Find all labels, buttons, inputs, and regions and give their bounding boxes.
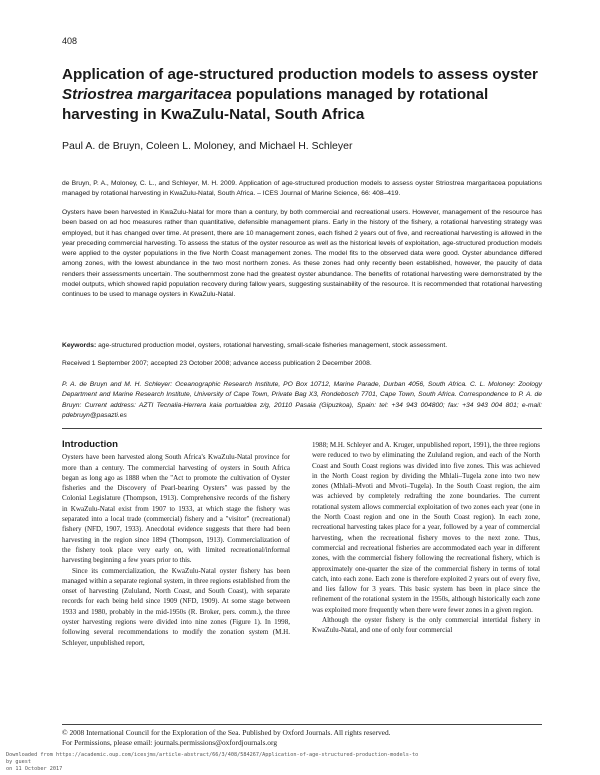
download-stamp [6,752,418,772]
right-column [312,440,540,636]
author-affiliation: P. A. de Bruyn and M. H. Schleyer: Oceanographic Research Institute, PO Box 10712, Marine Parade, Durban 4056, South Africa. C. L. Moloney: Zoology Department and Marine Research Institute, University of Cape Town, Private Bag X3, Rondebosch 7701, Cape Town, South Africa. Correspondence to P. A. de Bruyn: Current address: AZTI Tecnalia-Herrera kaia portualdea z/g, 20110 Pasaia (Gipuzkoa), Spain: tel: +34 943 004800; fax: +34 943 004 801; e-mail: pdebruyn@pasazti.es [62,381,542,419]
left-column [62,440,290,648]
section-heading-introduction: Introduction [62,439,118,450]
paragraph: 1988; M.H. Schleyer and A. Kruger, unpublished report, 1991), the three regions were reduced to two by eliminating the Zululand region, and each of the North Coast and South Coast regions was divided into five zones. This was achieved in the North Coast region by dividing the Mhlali–Tugela zone into two new zones (Mhlali–Mvoti and Mvoti–Tugela). In the South Coast region, the aim was achieved by completely redrafting the zone boundaries. The current rotational system allows commercial exploitation of two zones each year (one in the North Coast region and one in the South Coast region). In each zone, recreational harvesting takes place for a year, followed by a year of commercial harvesting, when the recreational fishery moves to the next zone. Thus, commercial and recreational fisheries are accommodated each year in different zones, with the commercial fishery following the recreational fishery, which is approximately one-quarter the size of the commercial fishery in terms of total catch, into each zone. Each zone is therefore exploited 2 years out of every five, and lies fallow for 3 years. This basic system has been in place since the refinement of the rotational system in the 1950s, although historically each zone was exploited more frequently when there were fewer zones in a given region. [312,441,540,614]
keywords-text: age-structured production model, oysters, rotational harvesting, small-scale fisheries management, stock assessment. [98,342,448,349]
copyright-notice [62,728,390,748]
paragraph: Since its commercialization, the KwaZulu-Natal oyster fishery has been managed within a separate regional system, in three regions established from the onset of harvesting (Zululand, North Coast, and South Coast), with separate records for each being held since 1909 (NFD, 1909). At some stage between 1933 and 1980, probably in the mid-1950s (R. Broker, pers. comm.), the three oyster harvesting regions were divided into nine zones (Figure 1). In 1998, following several recommendations to modify the zonation system (M.H. Schleyer, unpublished report, [62,566,290,647]
page-number: 408 [62,36,78,46]
article-title [62,65,552,125]
download-date: on 11 October 2017 [6,765,63,772]
permissions-line: For Permissions, please email: journals.permissions@oxfordjournals.org [62,738,278,747]
title-line-2: populations managed by rotational [231,86,489,103]
download-guest: by guest [6,758,31,765]
author-list: Paul A. de Bruyn, Coleen L. Moloney, and Michael H. Schleyer [62,140,353,152]
footer-divider [62,724,542,725]
title-species-name: Striostrea margaritacea [62,86,232,103]
paragraph: Although the oyster fishery is the only commercial intertidal fishery in KwaZulu-Natal, and one of only four commercial [312,616,540,635]
copyright-line: © 2008 International Council for the Exploration of the Sea. Published by Oxford Journals. All rights reserved. [62,728,391,737]
keywords [62,341,542,351]
citation: de Bruyn, P. A., Moloney, C. L., and Schleyer, M. H. 2009. Application of age-structured production models to assess oyster Striostrea margaritacea populations managed by rotational harvesting in KwaZulu-Natal, South Africa. – ICES Journal of Marine Science, 66: 408–419. [62,180,542,198]
title-line-3: harvesting in KwaZulu-Natal, South Africa [62,106,365,123]
abstract: Oysters have been harvested in KwaZulu-Natal for more than a century, by both commercial and recreational users. However, management of the resource has been based on ad hoc measures rather than quantitative, defensible management plans. Early in the history of the fishery, a rotational harvesting strategy was employed, but it has changed over time. At present, there are 10 management zones, each fished 2 years out of five, and recreational harvesting is allowed in the year preceding commercial harvesting. To assess the status of the oyster resource as well as the historical levels of exploitation, age-structured production models were applied to the oyster populations in the five North Coast management zones. The model fits to the observed data were good. Oyster abundance differed among zones, with the lowest abundance in the two most northern zones. As these zones had only recently been established, however, the paucity of data renders their assessments uncertain. The southernmost zone had the greatest oyster abundance. The benefits of rotational harvesting were demonstrated by the model outputs, which showed rapid population recovery during fallow years, suggesting sustainability of the resource. It is recommended that rotational harvesting continues to be used to manage oysters in KwaZulu-Natal. [62,209,542,299]
title-line-1: Application of age-structured production models to assess oyster [62,66,538,83]
received-dates: Received 1 September 2007; accepted 23 October 2008; advance access publication 2 December 2008. [62,360,372,367]
download-url: Downloaded from https://academic.oup.com/icesjms/article-abstract/66/3/408/584267/Application-of-age-structured-production-models-to [6,752,419,758]
paragraph: Oysters have been harvested along South Africa's KwaZulu-Natal province for more than a century. The commercial harvesting of oysters in South Africa began as long ago as 1888 when the "Act to promote the cultivation of Oyster fisheries and the Discovery of Pearl-bearing Oysters" was passed by the Colonial Legislature (Thompson, 1913). Comprehensive records of the fishery in KwaZulu-Natal exist from 1907 to 1933, at which stage the fishery was separated into a local trade (commercial) fishery and a "visitor" (recreational) fishery (NFD, 1907, 1933). Anecdotal evidence suggests that there had been harvesting in the region since 1894 (Thompson, 1913). Commercialization of the fishery took place very early on, with limited recreational/informal harvesting beginning a few years prior to this. [62,453,290,565]
keywords-label: Keywords: [62,342,97,349]
header-divider [62,428,542,429]
